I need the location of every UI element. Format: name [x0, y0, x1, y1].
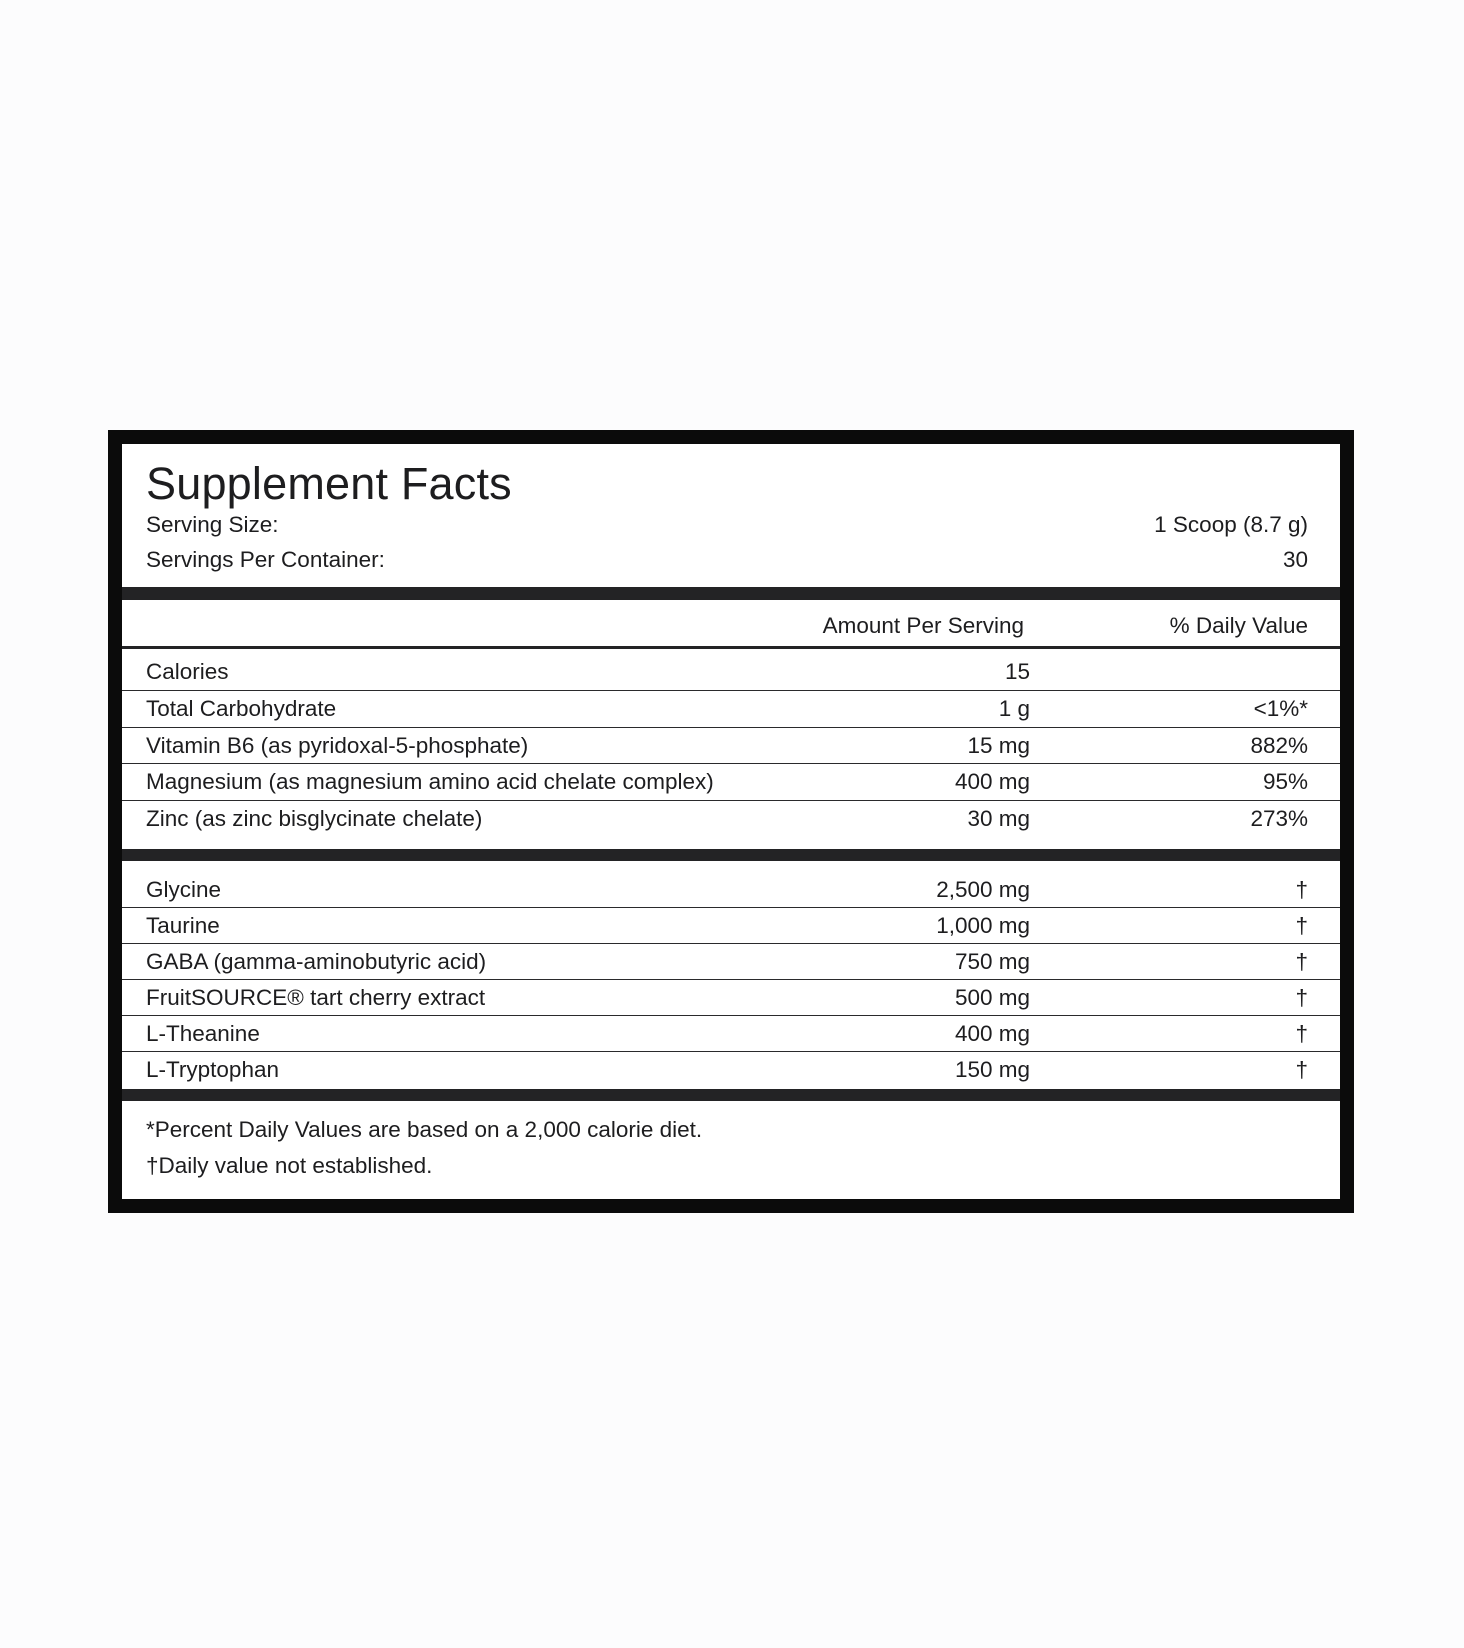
panel-title: Supplement Facts [146, 458, 512, 509]
nutrient-amount: 30 mg [967, 806, 1030, 832]
table-row [122, 691, 1340, 728]
ingredient-amount: 150 mg [954, 1057, 1030, 1082]
ingredient-name: Taurine [146, 913, 220, 938]
nutrient-name: Total Carbohydrate [146, 695, 337, 721]
ingredient-amount: 500 mg [954, 985, 1030, 1010]
nutrient-amount: 15 mg [967, 732, 1030, 758]
serving-size-label: Serving Size: [146, 512, 279, 537]
percent-daily-value-footnote: *Percent Daily Values are based on a 2,000 calorie diet. [146, 1117, 703, 1142]
table-row [122, 801, 1340, 838]
nutrient-table [122, 654, 1340, 838]
table-row [122, 728, 1340, 765]
table-row [122, 764, 1340, 801]
ingredient-amount: 2,500 mg [936, 877, 1030, 902]
table-row [122, 872, 1340, 908]
ingredient-name: L-Theanine [146, 1021, 260, 1046]
nutrient-name: Zinc (as zinc bisglycinate chelate) [146, 806, 483, 832]
table-row [122, 908, 1340, 944]
ingredient-daily-value: † [1295, 877, 1308, 902]
thick-divider [122, 849, 1340, 861]
ingredient-daily-value: † [1295, 949, 1308, 974]
supplement-facts-panel [108, 430, 1354, 1213]
ingredient-name: L-Tryptophan [146, 1057, 279, 1082]
ingredient-amount: 400 mg [954, 1021, 1030, 1046]
ingredient-daily-value: † [1295, 985, 1308, 1010]
serving-size-value: 1 Scoop (8.7 g) [1154, 512, 1308, 537]
table-row [122, 1016, 1340, 1052]
nutrient-daily-value: 882% [1250, 732, 1308, 758]
ingredient-table [122, 872, 1340, 1088]
nutrient-name: Magnesium (as magnesium amino acid chelate complex) [146, 769, 714, 795]
nutrient-name: Vitamin B6 (as pyridoxal-5-phosphate) [146, 732, 529, 758]
nutrient-daily-value: <1%* [1253, 695, 1308, 721]
amount-per-serving-header: Amount Per Serving [822, 613, 1024, 638]
header-rule [122, 646, 1340, 649]
ingredient-amount: 750 mg [954, 949, 1030, 974]
ingredient-daily-value: † [1295, 913, 1308, 938]
nutrient-name: Calories [146, 659, 229, 684]
daily-value-header: % Daily Value [1169, 613, 1308, 638]
dagger-footnote: †Daily value not established. [146, 1153, 433, 1178]
table-row [122, 654, 1340, 691]
nutrient-daily-value: 95% [1262, 769, 1308, 795]
thick-divider [122, 587, 1340, 600]
nutrient-amount: 400 mg [954, 769, 1030, 795]
supplement-facts-body [122, 444, 1340, 1199]
ingredient-daily-value: † [1295, 1057, 1308, 1082]
nutrient-daily-value: 273% [1250, 806, 1308, 832]
nutrient-amount: 15 [1004, 659, 1030, 684]
nutrient-amount: 1 g [998, 695, 1030, 721]
ingredient-name: GABA (gamma-aminobutyric acid) [146, 949, 487, 974]
ingredient-name: FruitSOURCE® tart cherry extract [146, 985, 486, 1010]
ingredient-name: Glycine [146, 877, 222, 902]
servings-per-container-value: 30 [1282, 547, 1308, 572]
thick-divider [122, 1089, 1340, 1101]
table-row [122, 980, 1340, 1016]
table-row [122, 944, 1340, 980]
servings-per-container-label: Servings Per Container: [146, 547, 385, 572]
ingredient-daily-value: † [1295, 1021, 1308, 1046]
table-row [122, 1052, 1340, 1088]
ingredient-amount: 1,000 mg [936, 913, 1030, 938]
